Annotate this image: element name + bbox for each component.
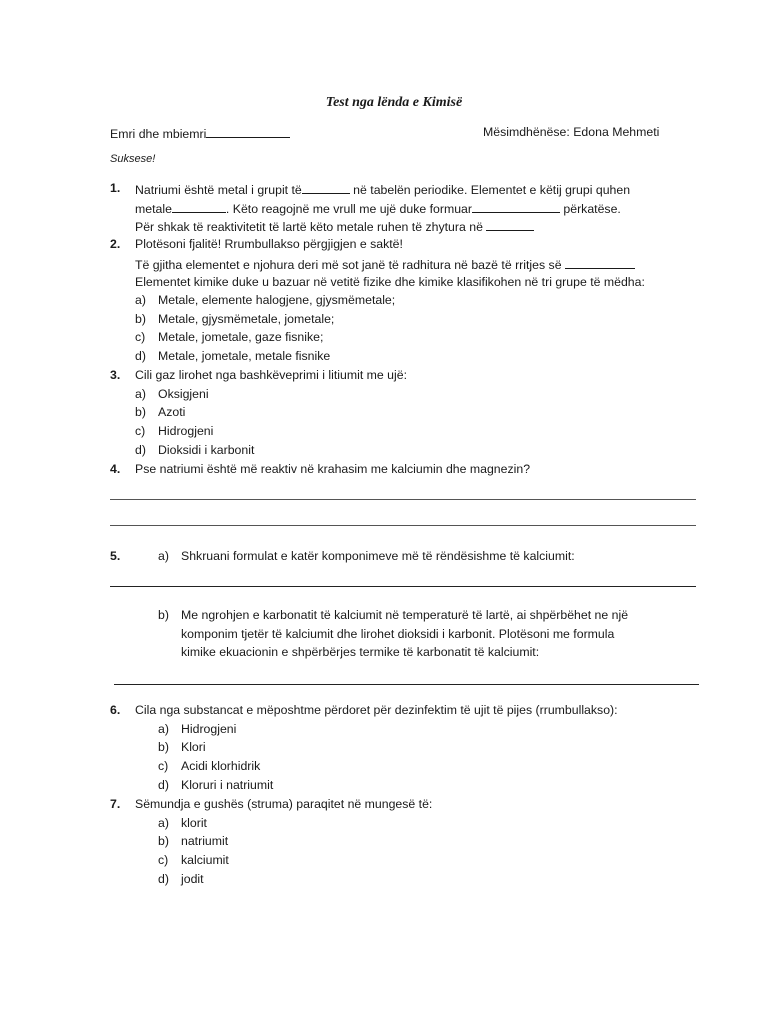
- q6-option-b-text: Klori: [181, 740, 206, 754]
- q6-option-d[interactable]: d): [158, 778, 169, 792]
- q1-blank-3[interactable]: [472, 200, 560, 213]
- greeting: Suksese!: [110, 153, 156, 165]
- q7-text: Sëmundja e gushës (struma) paraqitet në mungesë të:: [135, 797, 433, 811]
- q7-number: 7.: [110, 797, 121, 811]
- q3-number: 3.: [110, 368, 121, 382]
- q1-line-3: Për shkak të reaktivitetit të lartë këto metale ruhen të zhytura në: [135, 218, 534, 234]
- q5-part-b-line-3: kimike ekuacionin e shpërbërjes termike të karbonatit të kalciumit:: [181, 645, 540, 659]
- q6-number: 6.: [110, 703, 121, 717]
- q5-part-b-line-1: Me ngrohjen e karbonatit të kalciumit në temperaturë të lartë, ai shpërbëhet ne një: [181, 608, 629, 622]
- q7-option-b[interactable]: b): [158, 834, 169, 848]
- q4-answer-line-1[interactable]: [110, 499, 696, 500]
- q7-option-a[interactable]: a): [158, 816, 169, 830]
- q5-part-a-text: Shkruani formulat e katër komponimeve më të rëndësishme të kalciumit:: [181, 549, 575, 563]
- q2-line-1: Plotësoni fjalitë! Rrumbullakso përgjigjen e saktë!: [135, 237, 403, 251]
- q7-option-d[interactable]: d): [158, 872, 169, 886]
- q6-option-d-text: Kloruri i natriumit: [181, 778, 274, 792]
- q1-blank-4[interactable]: [486, 218, 534, 231]
- q5-part-a-letter: a): [158, 549, 169, 563]
- q2-line-2: Të gjitha elementet e njohura deri më sot janë të radhitura në bazë të rritjes së: [135, 256, 635, 272]
- q1-number: 1.: [110, 181, 121, 195]
- q2-option-c-text: Metale, jometale, gaze fisnike;: [158, 330, 324, 344]
- q7-option-c[interactable]: c): [158, 853, 169, 867]
- q2-option-a[interactable]: a): [135, 293, 146, 307]
- q3-option-d[interactable]: d): [135, 443, 146, 457]
- name-blank[interactable]: [206, 125, 290, 138]
- q2-option-b-text: Metale, gjysmëmetale, jometale;: [158, 312, 335, 326]
- q2-blank-1[interactable]: [565, 256, 635, 269]
- q2-number: 2.: [110, 237, 121, 251]
- teacher-label: Mësimdhënëse: Edona Mehmeti: [483, 125, 660, 139]
- q7-option-a-text: klorit: [181, 816, 207, 830]
- name-field: [110, 125, 290, 141]
- q5-part-b-line-2: komponim tjetër të kalciumit dhe lirohet dioksidi i karbonit. Plotësoni me formula: [181, 627, 615, 641]
- q3-option-b[interactable]: b): [135, 405, 146, 419]
- q2-option-c[interactable]: c): [135, 330, 146, 344]
- q3-option-a[interactable]: a): [135, 387, 146, 401]
- q2-option-d[interactable]: d): [135, 349, 146, 363]
- q1-blank-1[interactable]: [302, 181, 350, 194]
- q3-option-a-text: Oksigjeni: [158, 387, 209, 401]
- q3-option-c[interactable]: c): [135, 424, 146, 438]
- q7-option-d-text: jodit: [181, 872, 204, 886]
- q5-number: 5.: [110, 549, 121, 563]
- q3-option-b-text: Azoti: [158, 405, 186, 419]
- q3-text: Cili gaz lirohet nga bashkëveprimi i litiumit me ujë:: [135, 368, 408, 382]
- q3-option-d-text: Dioksidi i karbonit: [158, 443, 255, 457]
- q5-part-b-letter: b): [158, 608, 169, 622]
- q3-option-c-text: Hidrogjeni: [158, 424, 214, 438]
- q7-option-c-text: kalciumit: [181, 853, 229, 867]
- q2-option-b[interactable]: b): [135, 312, 146, 326]
- q5-a-answer-line[interactable]: [110, 586, 696, 587]
- q1-line-2: metale . Këto reagojnë me vrull me ujë duke formuar përkatëse.: [135, 202, 621, 216]
- q1-blank-2[interactable]: [172, 200, 226, 213]
- q5-b-answer-line[interactable]: [114, 684, 699, 685]
- name-label: Emri dhe mbiemri: [110, 127, 207, 141]
- q6-option-c-text: Acidi klorhidrik: [181, 759, 261, 773]
- q6-option-b[interactable]: b): [158, 740, 169, 754]
- q7-option-b-text: natriumit: [181, 834, 229, 848]
- q6-option-a-text: Hidrogjeni: [181, 722, 237, 736]
- q6-option-a[interactable]: a): [158, 722, 169, 736]
- q6-text: Cila nga substancat e mëposhtme përdoret për dezinfektim të ujit të pijes (rrumbullakso):: [135, 703, 618, 717]
- q2-option-d-text: Metale, jometale, metale fisnike: [158, 349, 331, 363]
- q1-line-1: Natriumi është metal i grupit të në tabelën periodike. Elementet e këtij grupi quhen: [135, 183, 631, 197]
- q4-number: 4.: [110, 462, 121, 476]
- q4-text: Pse natriumi është më reaktiv në krahasim me kalciumin dhe magnezin?: [135, 462, 531, 476]
- q2-option-a-text: Metale, elemente halogjene, gjysmëmetale;: [158, 293, 396, 307]
- q2-line-3: Elementet kimike duke u bazuar në vetitë fizike dhe kimike klasifikohen në tri grupe të mëdha:: [135, 275, 645, 289]
- q6-option-c[interactable]: c): [158, 759, 169, 773]
- page-title: Test nga lënda e Kimisë: [325, 95, 463, 110]
- q4-answer-line-2[interactable]: [110, 525, 696, 526]
